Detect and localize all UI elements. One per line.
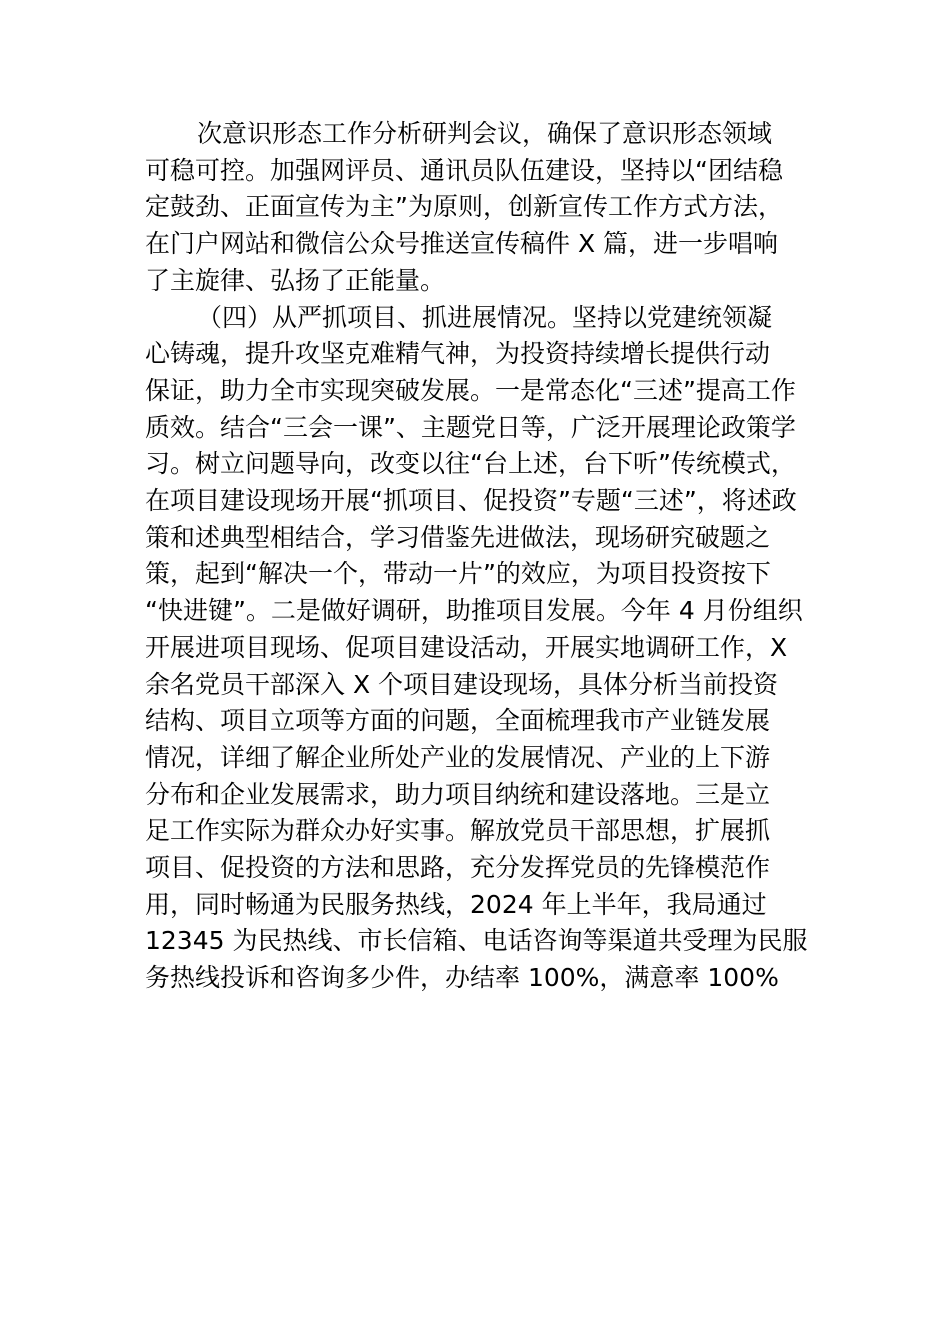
text-line: 保证，助力全市实现突破发展。一是常态化“三述”提高工作: [145, 375, 796, 405]
text-line: 心铸魂，提升攻坚克难精气神，为投资持续增长提供行动: [145, 339, 771, 369]
text-line: 项目、促投资的方法和思路，充分发挥党员的先锋模范作: [145, 853, 771, 883]
text-line: “快进键”。二是做好调研，助推项目发展。今年 4 月份组织: [145, 596, 803, 626]
text-line: 务热线投诉和咨询多少件，办结率 100%，满意率 100%: [145, 963, 779, 993]
text-line: 在门户网站和微信公众号推送宣传稿件 X 篇，进一步唱响: [145, 229, 779, 259]
text-line: 次意识形态工作分析研判会议，确保了意识形态领域: [197, 119, 773, 148]
text-line: 可稳可控。加强网评员、通讯员队伍建设，坚持以“团结稳: [145, 155, 783, 185]
text-line: 在项目建设现场开展“抓项目、促投资”专题“三述”，将述政: [145, 486, 797, 516]
text-line: 开展进项目现场、促项目建设活动，开展实地调研工作，X: [145, 632, 788, 662]
section-heading-line: （四）从严抓项目、抓进展情况。坚持以党建统领凝: [197, 302, 773, 332]
text-line: 策，起到“解决一个，带动一片”的效应，为项目投资按下: [145, 559, 771, 589]
paragraph-ideology-work: [145, 116, 805, 300]
text-line: 结构、项目立项等方面的问题，全面梳理我市产业链发展: [145, 706, 771, 736]
text-line: 足工作实际为群众办好实事。解放党员干部思想，扩展抓: [145, 816, 771, 846]
text-line: 情况，详细了解企业所处产业的发展情况、产业的上下游: [145, 742, 771, 772]
text-line: 质效。结合“三会一课”、主题党日等，广泛开展理论政策学: [145, 412, 796, 442]
text-line: 习。树立问题导向，改变以往“台上述，台下听”传统模式，: [145, 449, 796, 479]
text-line: 策和述典型相结合，学习借鉴先进做法，现场研究破题之: [145, 522, 771, 552]
text-line: 分布和企业发展需求，助力项目纳统和建设落地。三是立: [145, 779, 771, 809]
text-line: 余名党员干部深入 X 个项目建设现场，具体分析当前投资: [145, 669, 779, 699]
text-line: 12345 为民热线、市长信箱、电话咨询等渠道共受理为民服: [145, 926, 808, 956]
document-body: [145, 116, 808, 997]
text-line: 用，同时畅通为民服务热线，2024 年上半年，我局通过: [145, 889, 767, 919]
paragraph-project-progress: [145, 300, 808, 997]
text-line: 了主旋律、弘扬了正能量。: [145, 265, 446, 295]
text-line: 定鼓劲、正面宣传为主”为原则，创新宣传工作方式方法，: [145, 192, 783, 222]
